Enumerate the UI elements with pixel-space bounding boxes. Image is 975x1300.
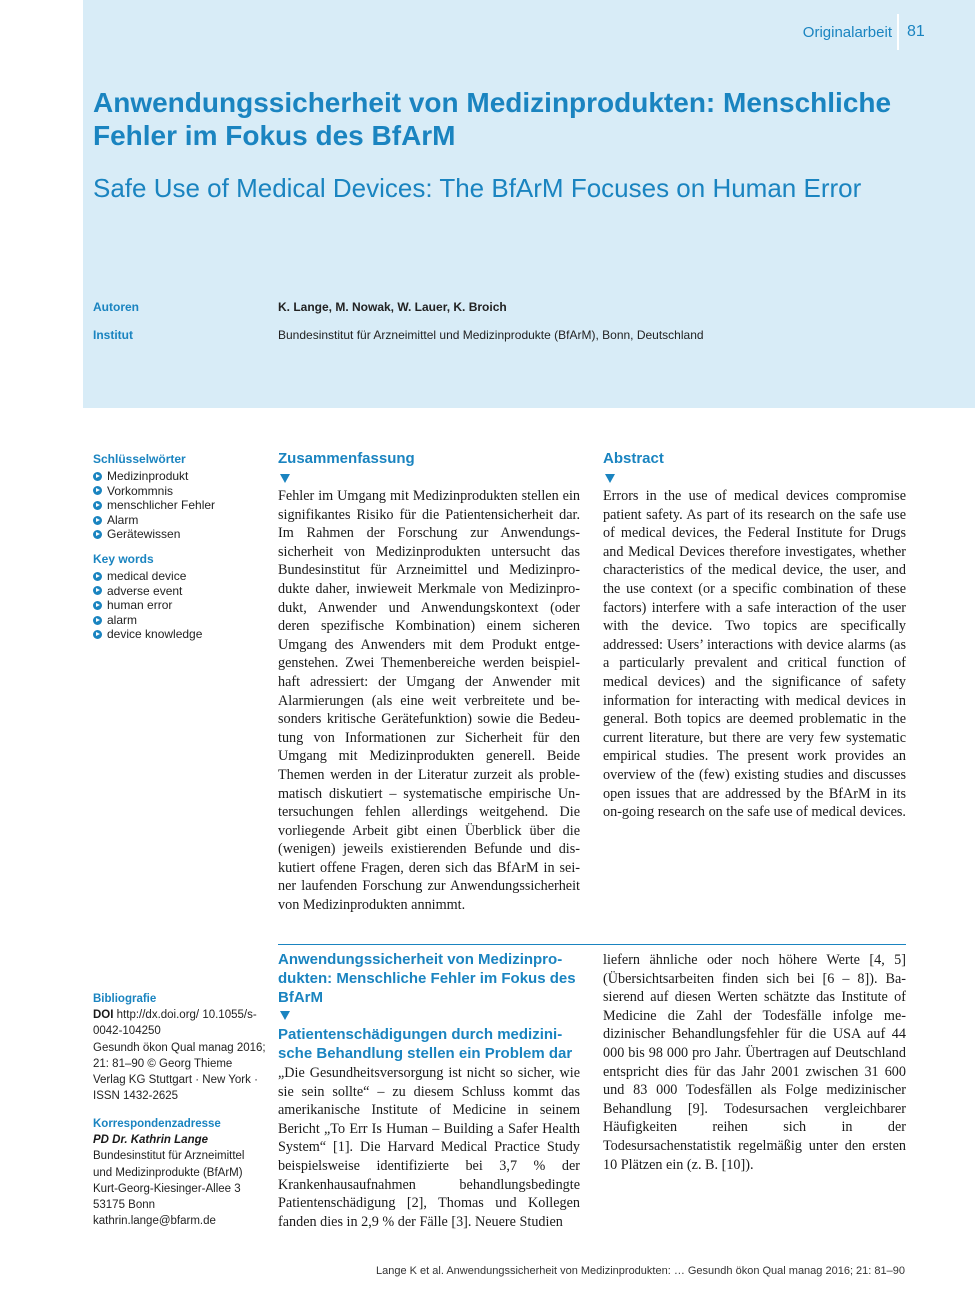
title-german: Anwendungssicherheit von Medizinprodukten: Menschliche Fehler im Fokus des BfArM: [93, 87, 892, 151]
address-line: Kurt-Georg-Kiesinger-Allee 3: [93, 1182, 241, 1195]
keyword-item: human error: [93, 598, 268, 613]
keyword-item: Gerätewissen: [93, 527, 268, 542]
triangle-down-icon: [280, 1011, 290, 1020]
arrow-bullet-icon: [93, 472, 102, 481]
doi-link[interactable]: http://dx.doi.org/ 10.1055/s-0042-104250: [93, 1009, 257, 1038]
keyword-item: Medizinprodukt: [93, 469, 268, 484]
keyword-item: Alarm: [93, 513, 268, 528]
institute: Bundesinstitut für Arzneimittel und Medizinprodukte (BfArM), Bonn, Deutschland: [278, 328, 704, 342]
keyword-item: Vorkommnis: [93, 484, 268, 499]
correspondence: [93, 1116, 268, 1229]
arrow-bullet-icon: [93, 501, 102, 510]
email-link[interactable]: kathrin.lange@bfarm.de: [93, 1215, 216, 1228]
keywords-german-heading: Schlüsselwörter: [93, 452, 186, 466]
keyword-item: alarm: [93, 613, 268, 628]
arrow-bullet-icon: [93, 572, 102, 581]
arrow-bullet-icon: [93, 630, 102, 639]
arrow-bullet-icon: [93, 616, 102, 625]
bibliography: [93, 991, 268, 1104]
institute-label: Institut: [93, 328, 133, 342]
title-english: Safe Use of Medical Devices: The BfArM Focuses on Human Error: [93, 173, 862, 203]
section-title: Anwendungssicherheit von Medizinprodukten: Menschliche Fehler im Fokus des BfArM: [278, 951, 576, 1006]
keywords-english: [93, 551, 268, 642]
subsection-title: Patientenschädigungen durch medizinische Behandlung stellen ein Problem dar: [278, 1026, 573, 1062]
address-line: 53175 Bonn: [93, 1199, 156, 1212]
arrow-bullet-icon: [93, 530, 102, 539]
page-number: 81: [897, 14, 937, 50]
page-footer: Lange K et al. Anwendungssicherheit von Medizinprodukten: … Gesundh ökon Qual manag 2016; 21: 81–90: [376, 1265, 905, 1277]
keyword-item: adverse event: [93, 584, 268, 599]
correspondence-heading: Korrespondenzadresse: [93, 1118, 221, 1130]
address-line: und Medizinprodukte (BfArM): [93, 1166, 243, 1179]
zusammenfassung-text: Fehler im Umgang mit Medizinprodukten stellen ein signifikantes Risiko für die Patientensicherheit dar. Im Rahmen der Forschung zur Anwendungssicherheit von Medizinprodukten untersucht das Bundesinstitut für Arzneimittel und Medizinprodukte daher, inwieweit Merkmale von Medizinprodukt, Anwender und Anwendungskontext (oder deren spezifische Kombination) einem sicheren Umgang des Anwenders mit dem Produkt entgegenstehen. Zwei Themenbereiche werden beispielhaft adressiert: der Umgang der Anwender mit Alarmierungen (als eine weit verbreitete und besonders kritische Gerätefunktion) sowie die Bedeutung von Informationen zur Sicherheit für den Umgang mit Medizinprodukten generell. Beide Themen werden in der Literatur zurzeit als problematisch diskutiert – systematische empirische Untersuchungen fehlen allerdings weitgehend. Die vorliegende Arbeit gibt einen Überblick über die (wenigen) jeweils existierenden Befunde und diskutiert offene Fragen, deren sich das BfArM in seiner laufenden Forschung zur Anwendungssicherheit von Medizinprodukten annimmt.: [278, 488, 580, 914]
arrow-bullet-icon: [93, 486, 102, 495]
running-head-section: Originalarbeit: [802, 24, 892, 41]
arrow-bullet-icon: [93, 601, 102, 610]
zusammenfassung-heading: Zusammenfassung: [278, 450, 415, 467]
address-line: Bundesinstitut für Arzneimittel: [93, 1150, 245, 1163]
triangle-down-icon: [280, 474, 290, 483]
bibliography-heading: Bibliografie: [93, 993, 157, 1005]
keyword-item: medical device: [93, 569, 268, 584]
header-band: [83, 0, 975, 408]
citation: Gesundh ökon Qual manag 2016; 21: 81–90 © Georg Thieme Verlag KG Stuttgart · New York · ISSN 1432-2625: [93, 1041, 266, 1103]
abstract-heading: Abstract: [603, 450, 664, 467]
keywords-english-heading: Key words: [93, 552, 154, 566]
body-column-1: „Die Gesundheitsversorgung ist nicht so sicher, wie sie sein sollte“ – zu diesem Schluss kommt das amerikanische Institute of Medicine in seinem Bericht „To Err Is Human – Building a Safer Health System“ [1]. Die Harvard Medical Practice Study beispielsweise identifizierte bei 3,7 % der Krankenhausaufnahmen behandlungsbedingte Patientenschädigung [2], Thomas und Kollegen fanden dies in 2,9 % der Fälle [3]. Neuere Studien: [278, 1065, 580, 1230]
authors: K. Lange, M. Nowak, W. Lauer, K. Broich: [278, 300, 507, 314]
triangle-down-icon: [605, 474, 615, 483]
correspondence-name: PD Dr. Kathrin Lange: [93, 1134, 209, 1147]
doi: [93, 1007, 268, 1039]
doi-label: DOI: [93, 1009, 114, 1022]
arrow-bullet-icon: [93, 586, 102, 595]
abstract-text: Errors in the use of medical devices compromise patient safety. As part of its research on the safe use of medical devices, the Federal Institute for Drugs and Medical Devices therefore investigates, whether characteristics of the medical device, the user, and the use context (or a specific combination of these factors) interfere with a safe interaction of the user with the device. Two topics are specifically addressed: Users’ interactions with device alarms (as a particularly prevalent and critical function of medical devices) and the significance of safety information for interacting with medical devices in general. Both topics are deemed problematic in the current literature, but there are very few systematic empirical studies. The present work provides an overview of the (few) existing studies and discusses open issues that are addressed by the BfArM in its on-going research on the safe use of medical devices.: [603, 488, 906, 821]
section-divider: [278, 944, 906, 945]
keywords-german: [93, 451, 268, 542]
keyword-item: menschlicher Fehler: [93, 498, 268, 513]
body-column-2: liefern ähnliche oder noch höhere Werte [4, 5] (Übersichtsarbeiten finden sich bei [6 – 8]). Basierend auf diesen Werten schätzte das Institute of Medicine die Zahl der Todesfälle infolge medizinischer Behandlungsfehler für die USA auf 44 000 bis 98 000 pro Jahr. Übertragen auf Deutschland entspricht dies für das Jahr 2001 zwischen 31 600 und 83 000 Todesfällen als Folge medizinischer Behandlung [9]. Todesursachen vergleichbarer Häufigkeiten reihen sich in der Todesursachenstatistik regelmäßig unter den ersten 10 Plätzen ein (z. B. [10]).: [603, 952, 906, 1173]
keyword-item: device knowledge: [93, 627, 268, 642]
arrow-bullet-icon: [93, 516, 102, 525]
authors-label: Autoren: [93, 300, 139, 314]
